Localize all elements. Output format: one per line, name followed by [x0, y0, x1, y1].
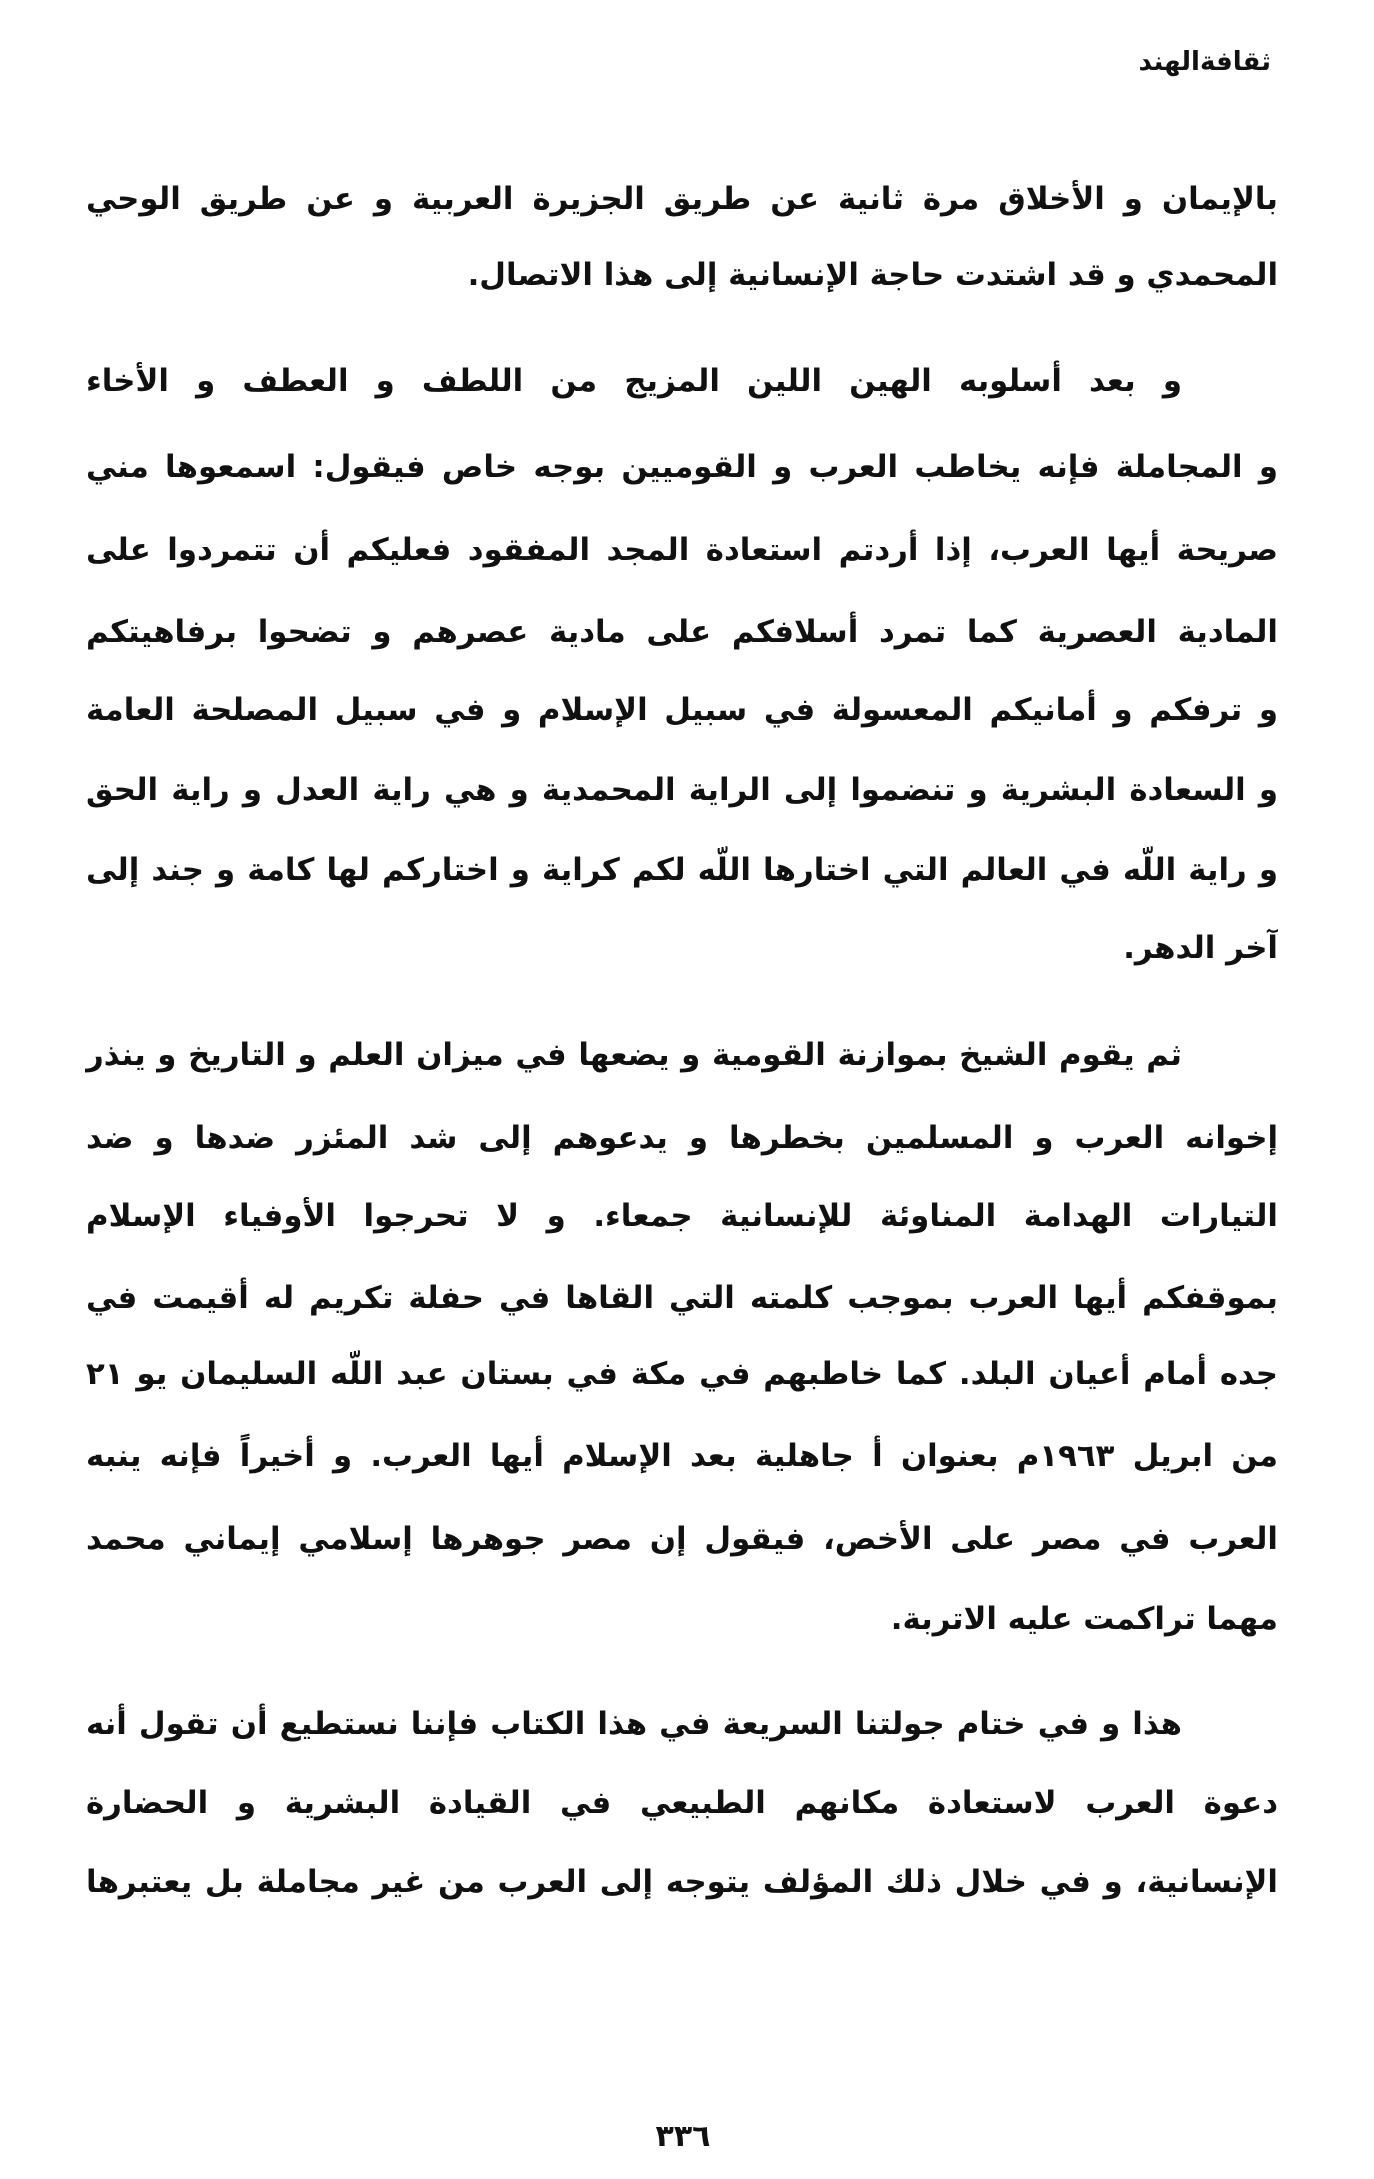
- text-line: [85, 750, 1278, 830]
- text-line: [85, 1334, 1278, 1414]
- line-text: مهما تراكمت عليه الاتربة.: [890, 1601, 1278, 1637]
- text-line: [85, 1763, 1278, 1843]
- text-line: [85, 670, 1278, 750]
- line-text: العرب في مصر على الأخص، فيقول إن مصر جوهرها إسلامي إيماني محمد: [86, 1521, 1278, 1557]
- line-text: و بعد أسلوبه الهين اللين المزيج من اللطف و العطف و الأخاء: [86, 363, 1182, 399]
- text-line: [85, 1098, 1278, 1178]
- line-text: و راية اللّه في العالم التي اختارها اللّه لكم كراية و اختاركم لها كامة و جند إلى: [86, 852, 1278, 888]
- text-line: [85, 592, 1278, 672]
- line-text: هذا و في ختام جولتنا السريعة في هذا الكتاب فإننا نستطيع أن تقول أنه: [86, 1706, 1182, 1742]
- text-line: [85, 1416, 1278, 1496]
- line-text: صريحة أيها العرب، إذا أردتم استعادة المجد المفقود فعليكم أن تتمردوا على: [86, 532, 1278, 568]
- line-text: من ابريل ١٩٦٣م بعنوان أ جاهلية بعد الإسلام أيها العرب. و أخيراً فإنه ينبه: [86, 1438, 1278, 1474]
- running-header: ثقافةالهند: [1138, 47, 1271, 77]
- line-text: و ترفكم و أمانيكم المعسولة في سبيل الإسلام و في سبيل المصلحة العامة: [86, 692, 1278, 728]
- line-text: و المجاملة فإنه يخاطب العرب و القوميين بوجه خاص فيقول: اسمعوها مني: [86, 449, 1278, 485]
- line-text: المادية العصرية كما تمرد أسلافكم على مادية عصرهم و تضحوا برفاهيتكم: [86, 614, 1278, 650]
- text-line: [85, 235, 1278, 315]
- text-line: [85, 830, 1278, 910]
- text-line: [85, 908, 1278, 988]
- line-text: المحمدي و قد اشتدت حاجة الإنسانية إلى هذا الاتصال.: [467, 257, 1278, 293]
- line-text: آخر الدهر.: [1123, 930, 1278, 966]
- line-text: التيارات الهدامة المناوئة للإنسانية جمعاء. و لا تحرجوا الأوفياء الإسلام: [86, 1198, 1278, 1234]
- line-text: دعوة العرب لاستعادة مكانهم الطبيعي في القيادة البشرية و الحضارة: [86, 1785, 1278, 1821]
- line-text: ثم يقوم الشيخ بموازنة القومية و يضعها في ميزان العلم و التاريخ و ينذر: [86, 1037, 1182, 1073]
- text-line: [85, 1499, 1278, 1579]
- text-line: [85, 1842, 1278, 1922]
- line-text: الإنسانية، و في خلال ذلك المؤلف يتوجه إلى العرب من غير مجاملة بل يعتبرها: [86, 1864, 1278, 1900]
- text-line: [85, 1258, 1278, 1338]
- line-text: بموقفكم أيها العرب بموجب كلمته التي القاها في حفلة تكريم له أقيمت في: [86, 1280, 1278, 1316]
- text-line: [85, 1684, 1182, 1764]
- line-text: بالإيمان و الأخلاق مرة ثانية عن طريق الجزيرة العربية و عن طريق الوحي: [86, 181, 1278, 217]
- text-line: [85, 427, 1278, 507]
- text-line: [85, 1176, 1278, 1256]
- line-text: جده أمام أعيان البلد. كما خاطبهم في مكة في بستان عبد اللّه السليمان يو ٢١: [86, 1356, 1278, 1392]
- text-line: [85, 1579, 1278, 1659]
- text-line: [85, 1015, 1182, 1095]
- line-text: إخوانه العرب و المسلمين بخطرها و يدعوهم إلى شد المئزر ضدها و ضد: [86, 1120, 1278, 1156]
- line-text: و السعادة البشرية و تنضموا إلى الراية المحمدية و هي راية العدل و راية الحق: [86, 772, 1278, 808]
- text-line: [85, 341, 1182, 421]
- text-line: [85, 159, 1278, 239]
- page-number: ٣٣٦: [655, 2119, 711, 2154]
- text-line: [85, 510, 1278, 590]
